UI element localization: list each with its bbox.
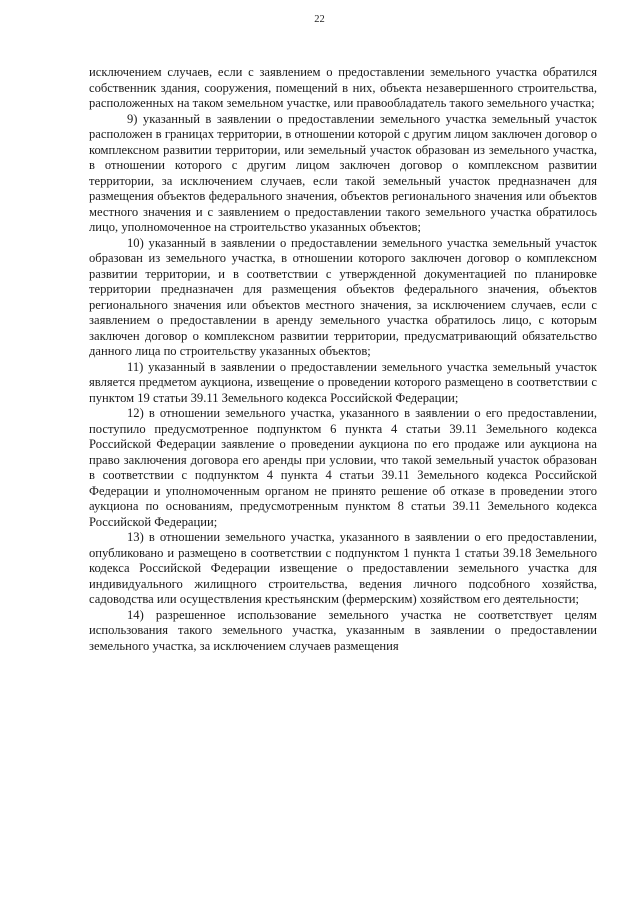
paragraph-continuation: исключением случаев, если с заявлением о предоставлении земельного участка обратился собственник здания, сооружения, помещений в них, объекта незавершенного строительства, расположенных на таком земельном участке, или правообладатель такого земельного участка; bbox=[89, 65, 597, 110]
paragraph-item-14: 14) разрешенное использование земельного участка не соответствует целям использования такого земельного участка, указанным в заявлении о предоставлении земельного участка, за исключением случаев размещения bbox=[89, 607, 597, 653]
paragraph-item-10: 10) указанный в заявлении о предоставлении земельного участка земельный участок образован из земельного участка, в отношении которого заключен договор о комплексном развитии территории, и в соответствии с утвержденной документацией по планировке территории предназначен для размещения объектов федерального значения, объектов регионального значения или объектов местного значения, за исключением случаев, если с заявлением о предоставлении в аренду земельного участка обратилось лицо, с которым заключен договор о комплексном развитии территории, предусматривающий обязательство данного лица по строительству указанных объектов; bbox=[89, 235, 597, 358]
paragraph-item-11: 11) указанный в заявлении о предоставлении земельного участка земельный участок является предметом аукциона, извещение о проведении которого размещено в соответствии с пунктом 19 статьи 39.11 Земельного кодекса Российской Федерации; bbox=[89, 359, 597, 405]
page-number: 22 bbox=[314, 14, 325, 25]
paragraph-item-13: 13) в отношении земельного участка, указанного в заявлении о его предоставлении, опубликовано и размещено в соответствии с подпунктом 1 пункта 1 статьи 39.18 Земельного кодекса Российской Федерации извещение о предоставлении земельного участка для индивидуального жилищного строительства, ведения личного подсобного хозяйства, садоводства или осуществления крестьянским (фермерским) хозяйством его деятельности; bbox=[89, 530, 597, 606]
paragraph-item-9: 9) указанный в заявлении о предоставлении земельного участка земельный участок расположен в границах территории, в отношении которой с другим лицом заключен договор о комплексном развитии территории, или земельный участок образован из земельного участка, в отношении которого с другим лицом заключен договор о комплексном развитии территории, за исключением случаев, если такой земельный участок предназначен для размещения объектов федерального значения, объектов регионального значения или объектов местного значения и с заявлением о предоставлении такого земельного участка обратилось лицо, уполномоченное на строительство указанных объектов; bbox=[89, 111, 597, 234]
paragraph-item-12: 12) в отношении земельного участка, указанного в заявлении о его предоставлении, поступило предусмотренное подпунктом 6 пункта 4 статьи 39.11 Земельного кодекса Российской Федерации заявление о проведении аукциона по его продаже или аукциона на право заключения договора его аренды при условии, что такой земельный участок образован в соответствии с подпунктом 4 пункта 4 статьи 39.11 Земельного кодекса Российской Федерации и уполномоченным органом не принято решение об отказе в проведении этого аукциона по основаниям, предусмотренным пунктом 8 статьи 39.11 Земельного кодекса Российской Федерации; bbox=[89, 406, 597, 529]
document-body bbox=[89, 65, 597, 654]
